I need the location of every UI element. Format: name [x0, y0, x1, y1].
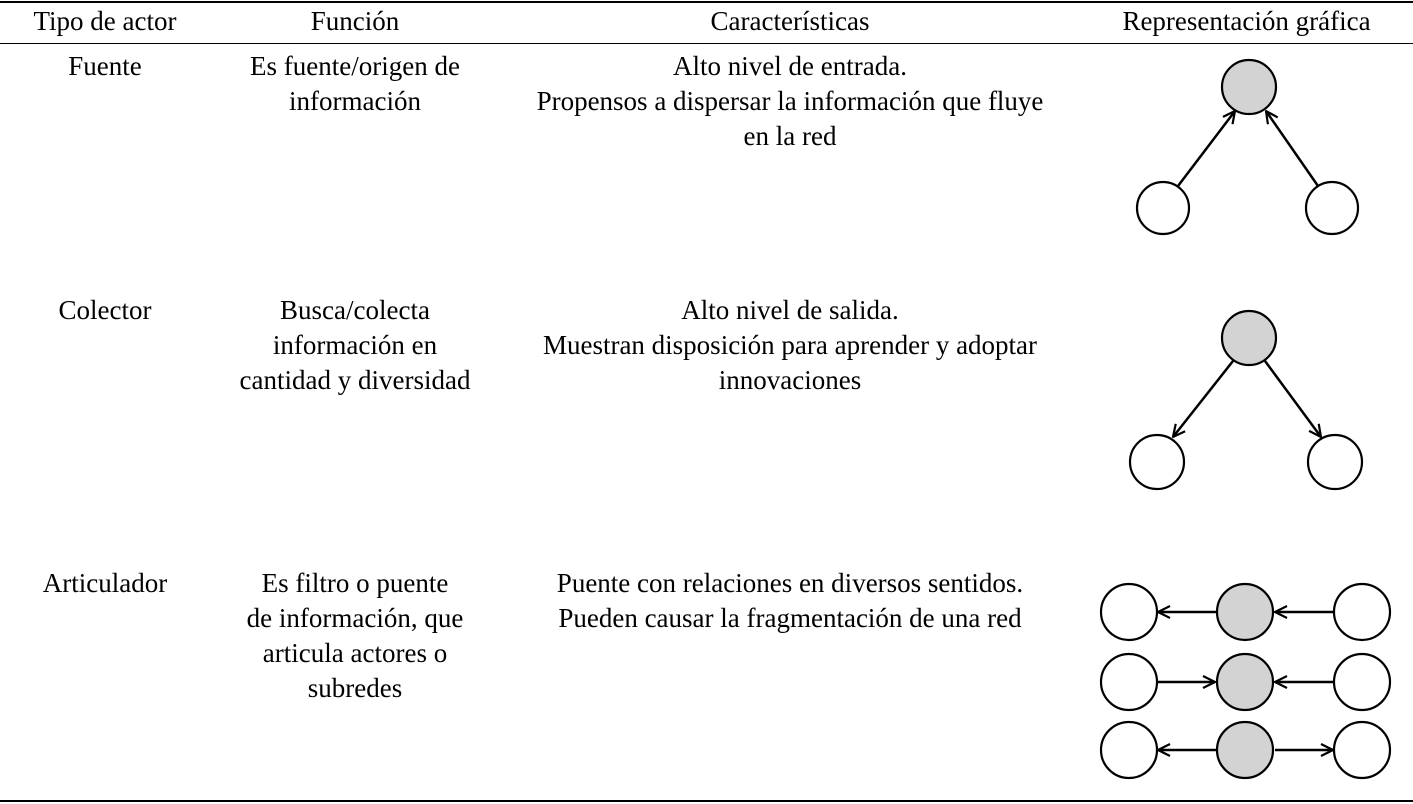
edge-arrow [1173, 361, 1233, 437]
header-caracteristicas: Características [710, 6, 870, 36]
caracteristicas-line: innovaciones [718, 365, 862, 395]
funcion-line: Busca/colecta [280, 295, 430, 325]
edge-arrow [1265, 361, 1321, 437]
header-funcion: Función [310, 6, 400, 36]
row-articulador-tipo: Articulador [42, 568, 168, 598]
node [1306, 182, 1358, 234]
node [1101, 584, 1157, 640]
funcion-line: información en [272, 330, 438, 360]
edge-arrow [1178, 111, 1235, 186]
fuente-diagram [1137, 60, 1358, 234]
funcion-line: de información, que [246, 603, 464, 633]
caracteristicas-line: Alto nivel de salida. [681, 295, 899, 325]
node [1334, 584, 1390, 640]
caracteristicas-line: Propensos a dispersar la información que fluye [536, 86, 1044, 116]
funcion-line: subredes [307, 673, 403, 703]
focal-node [1217, 584, 1273, 640]
caracteristicas-line: en la red [743, 121, 837, 151]
node [1308, 435, 1362, 489]
node [1101, 722, 1157, 778]
caracteristicas-line: Muestran disposición para aprender y adoptar [542, 330, 1038, 360]
node [1137, 182, 1189, 234]
funcion-line: información [289, 86, 421, 116]
edge-arrow [1266, 111, 1318, 186]
articulador-diagram [1101, 584, 1390, 778]
header-tipo-de-actor: Tipo de actor [33, 6, 177, 36]
caracteristicas-line: Pueden causar la fragmentación de una red [558, 603, 1022, 633]
caracteristicas-line: Alto nivel de entrada. [673, 51, 907, 81]
node [1130, 435, 1184, 489]
row-colector-tipo: Colector [58, 295, 152, 325]
node [1101, 654, 1157, 710]
header-representacion-grafica: Representación gráfica [1122, 6, 1371, 36]
colector-diagram [1130, 311, 1362, 489]
focal-node [1222, 60, 1276, 114]
focal-node [1217, 722, 1273, 778]
node [1334, 722, 1390, 778]
funcion-line: Es filtro o puente [261, 568, 449, 598]
caracteristicas-line: Puente con relaciones en diversos sentidos. [556, 568, 1024, 598]
focal-node [1217, 654, 1273, 710]
funcion-line: cantidad y diversidad [239, 365, 471, 395]
focal-node [1222, 311, 1276, 365]
row-fuente-tipo: Fuente [68, 51, 142, 81]
funcion-line: Es fuente/origen de [250, 51, 460, 81]
funcion-line: articula actores o [262, 638, 448, 668]
node [1334, 654, 1390, 710]
